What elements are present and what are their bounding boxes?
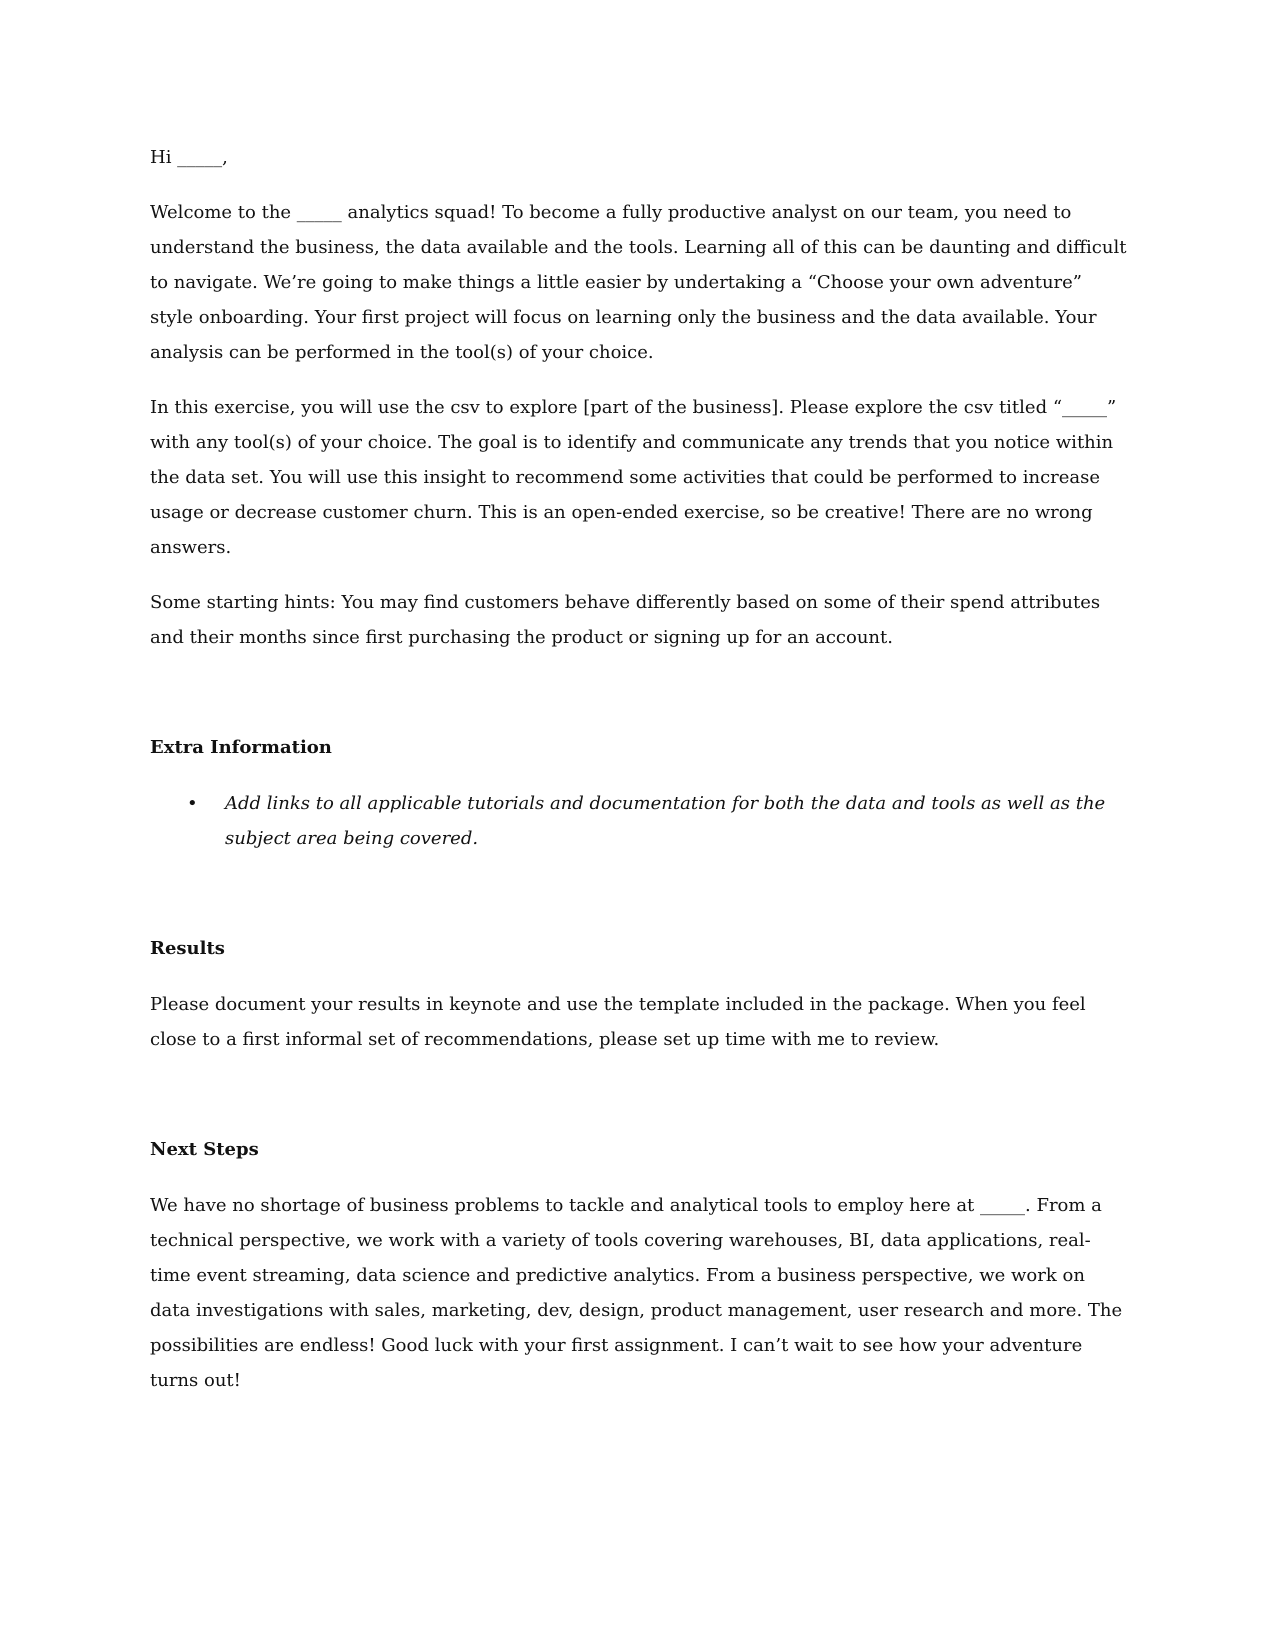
- exercise-paragraph: In this exercise, you will use the csv to explore [part of the business]. Please explore the csv titled “_____” with any tool(s) of your choice. The goal is to identify and communicate any trends that you notice within the data set. You will use this insight to recommend some activities that could be performed to increase usage or decrease customer churn. This is an open-ended exercise, so be creative! There are no wrong answers.: [150, 397, 1117, 558]
- next-steps-paragraph: We have no shortage of business problems to tackle and analytical tools to employ here at _____. From a technical perspective, we work with a variety of tools covering warehouses, BI, data applications, real-time event streaming, data science and predictive analytics. From a business perspective, we work on data investigations with sales, marketing, dev, design, product management, user research and more. The possibilities are endless! Good luck with your first assignment. I can’t wait to see how your adventure turns out!: [150, 1195, 1123, 1391]
- results-heading: Results: [150, 938, 225, 959]
- bullet-icon: •: [187, 793, 198, 814]
- next-steps-heading: Next Steps: [150, 1139, 259, 1160]
- document-page: [150, 140, 1130, 1398]
- list-item: [150, 786, 1130, 856]
- results-paragraph: Please document your results in keynote and use the template included in the package. When you feel close to a first informal set of recommendations, please set up time with me to review.: [150, 994, 1086, 1050]
- extra-information-heading: Extra Information: [150, 737, 332, 758]
- greeting-line: Hi _____,: [150, 147, 228, 168]
- intro-paragraph: Welcome to the _____ analytics squad! To become a fully productive analyst on our team, you need to understand the business, the data available and the tools. Learning all of this can be daunting and difficult to navigate. We’re going to make things a little easier by undertaking a “Choose your own adventure” style onboarding. Your first project will focus on learning only the business and the data available. Your analysis can be performed in the tool(s) of your choice.: [150, 202, 1127, 363]
- hints-paragraph: Some starting hints: You may find customers behave differently based on some of their spend attributes and their months since first purchasing the product or signing up for an account.: [150, 592, 1101, 648]
- list-item-text: Add links to all applicable tutorials and documentation for both the data and tools as well as the subject area being covered.: [225, 793, 1106, 849]
- extra-information-list: [150, 786, 1130, 856]
